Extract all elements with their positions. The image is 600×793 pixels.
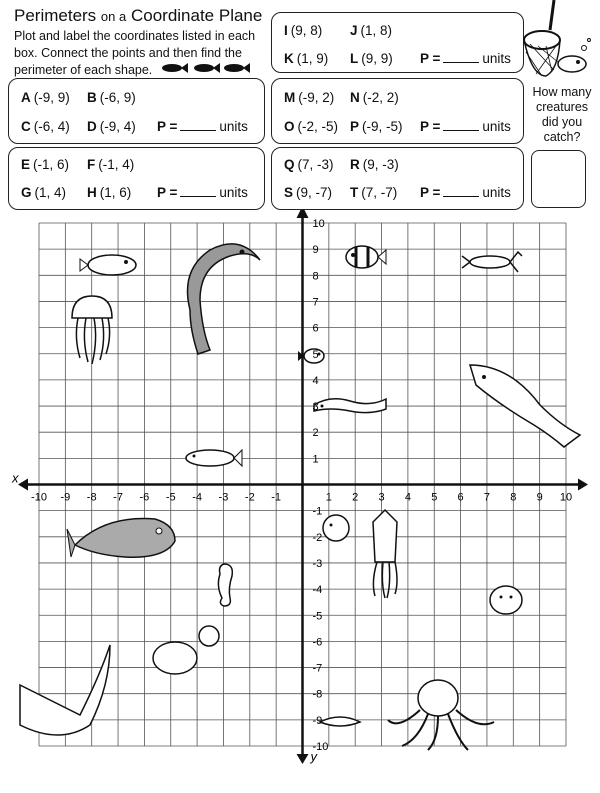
shark-icon — [67, 519, 175, 558]
fish-icon — [194, 63, 220, 73]
title-part-2: Coordinate Plane — [130, 6, 263, 25]
title-part-small: on a — [100, 9, 127, 24]
x-tick-label: -6 — [139, 491, 150, 504]
catch-answer-box[interactable] — [531, 150, 586, 208]
seal-icon — [490, 586, 522, 614]
instructions-text: Plot and label the coordinates listed in each box. Connect the points and then find the perimeter of each shape. — [14, 29, 256, 77]
point-l: L (9, 9) — [350, 50, 393, 66]
y-tick-label: 1 — [312, 453, 319, 466]
point-g: G (1, 4) — [21, 184, 67, 200]
x-tick-label: 3 — [378, 491, 385, 504]
x-tick-label: 10 — [559, 491, 573, 504]
point-j: J (1, 8) — [350, 22, 393, 38]
x-axis-arrow-right — [578, 479, 588, 491]
point-c: C (-6, 4) — [21, 118, 70, 134]
point-s: S (9, -7) — [284, 184, 333, 200]
perimeter-answer[interactable]: P = units — [157, 185, 248, 200]
perimeter-answer[interactable]: P = units — [157, 119, 248, 134]
y-tick-label: 4 — [312, 374, 319, 387]
x-axis-label: x — [12, 470, 19, 486]
x-tick-label: -4 — [192, 491, 202, 504]
y-tick-label: -10 — [312, 741, 329, 753]
fishing-net-icon — [512, 0, 596, 87]
catch-question: How many creatures did you catch? — [532, 85, 592, 144]
point-e: E (-1, 6) — [21, 156, 70, 172]
point-k: K (1, 9) — [284, 50, 329, 66]
y-tick-label: 8 — [312, 270, 319, 283]
y-tick-label: 9 — [312, 244, 319, 257]
point-o: O (-2, -5) — [284, 118, 339, 134]
x-tick-label: -5 — [165, 491, 176, 504]
y-axis-arrow-down — [297, 754, 309, 764]
y-tick-label: -8 — [312, 688, 323, 701]
pufferfish-icon — [323, 515, 349, 541]
fish-icon — [224, 63, 250, 73]
x-tick-label: 1 — [325, 491, 332, 504]
points-box-mnop — [271, 78, 524, 144]
point-a: A (-9, 9) — [21, 89, 70, 105]
worksheet-title — [14, 6, 262, 26]
points-box-efgh — [8, 147, 265, 210]
y-axis-arrow-up — [297, 210, 309, 218]
y-tick-label: -7 — [312, 662, 323, 675]
point-b: B (-6, 9) — [87, 89, 136, 105]
point-p: P (-9, -5) — [350, 118, 403, 134]
y-tick-label: -2 — [312, 531, 323, 544]
point-q: Q (7, -3) — [284, 156, 334, 172]
trout-icon — [186, 450, 242, 466]
y-tick-label: 7 — [312, 296, 319, 309]
flounder-icon — [80, 255, 136, 275]
perimeter-answer[interactable]: P = units — [420, 51, 511, 66]
fish-icon — [162, 63, 188, 73]
y-tick-label: -4 — [312, 584, 323, 597]
y-tick-label: -5 — [312, 610, 323, 623]
point-h: H (1, 6) — [87, 184, 132, 200]
fish-icons — [160, 62, 252, 79]
x-tick-label: -1 — [271, 491, 282, 504]
x-tick-label: 9 — [536, 491, 543, 504]
x-axis-arrow-left — [18, 479, 28, 491]
point-r: R (9, -3) — [350, 156, 399, 172]
points-box-qrst — [271, 147, 524, 210]
y-tick-label: 2 — [312, 427, 319, 440]
points-box-ijkl — [271, 12, 524, 73]
x-tick-label: -10 — [31, 491, 47, 504]
x-tick-label: 6 — [457, 491, 464, 504]
x-tick-label: -3 — [218, 491, 229, 504]
point-f: F (-1, 4) — [87, 156, 135, 172]
instructions — [14, 28, 274, 79]
y-tick-label: -6 — [312, 636, 323, 649]
y-tick-label: 10 — [312, 218, 325, 230]
y-axis-label: y — [310, 749, 317, 764]
x-tick-label: 5 — [431, 491, 438, 504]
sea-creatures — [20, 244, 580, 750]
seahorse-icon — [218, 564, 232, 606]
shrimp-icon — [320, 717, 360, 726]
perimeter-answer[interactable]: P = units — [420, 119, 511, 134]
x-tick-label: -7 — [113, 491, 123, 504]
x-tick-label: -8 — [86, 491, 97, 504]
squid-icon — [373, 510, 397, 598]
point-m: M (-9, 2) — [284, 89, 335, 105]
y-tick-label: 5 — [312, 348, 319, 361]
x-tick-label: 4 — [404, 491, 411, 504]
points-box-abcd — [8, 78, 265, 144]
coordinate-plane — [0, 210, 600, 793]
point-t: T (7, -7) — [350, 184, 398, 200]
y-tick-label: 3 — [312, 401, 319, 414]
turtle-icon — [153, 626, 219, 674]
octopus-icon — [388, 680, 494, 750]
y-tick-label: 6 — [312, 322, 319, 335]
title-part-1: Perimeters — [14, 6, 97, 25]
x-tick-label: 7 — [483, 491, 491, 504]
x-tick-label: 8 — [510, 491, 517, 504]
x-tick-label: -9 — [60, 491, 71, 504]
eel-icon — [314, 399, 386, 413]
x-tick-label: 2 — [352, 491, 359, 504]
point-n: N (-2, 2) — [350, 89, 399, 105]
perimeter-answer[interactable]: P = units — [420, 185, 511, 200]
y-tick-label: -9 — [312, 714, 323, 727]
y-tick-label: -1 — [312, 505, 323, 518]
point-d: D (-9, 4) — [87, 118, 136, 134]
y-tick-label: -3 — [312, 557, 323, 570]
x-tick-label: -2 — [244, 491, 255, 504]
point-i: I (9, 8) — [284, 22, 323, 38]
